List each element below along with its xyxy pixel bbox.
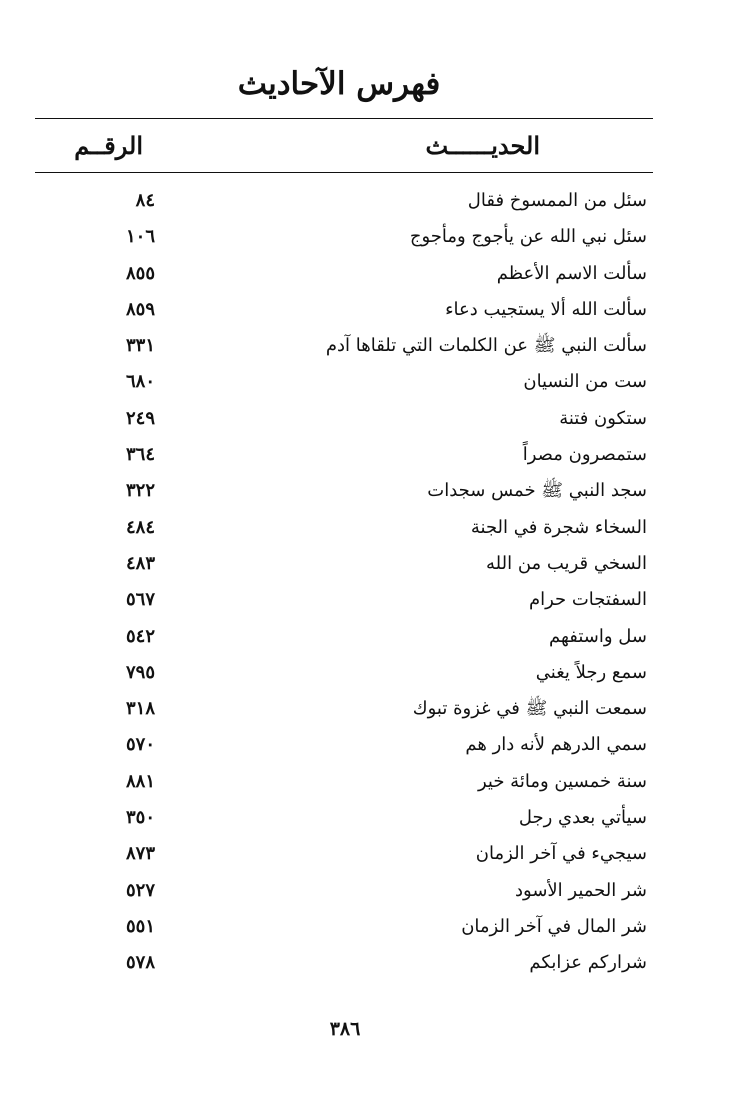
hadith-text: السخاء شجرة في الجنة [470, 516, 647, 538]
hadith-text: سمعت النبي ﷺ في غزوة تبوك [412, 698, 647, 720]
index-row [35, 727, 653, 763]
hadith-number: ٦٨٠ [125, 371, 155, 393]
hadith-number: ٨٥٩ [125, 298, 155, 320]
index-row [35, 473, 653, 509]
hadith-number: ٣٦٤ [125, 444, 155, 466]
hadith-text: شراركم عزابكم [529, 952, 647, 974]
hadith-number: ٥٧٠ [125, 734, 155, 756]
hadith-number: ٨٧٣ [125, 843, 155, 865]
hadith-text: السخي قريب من الله [486, 552, 647, 574]
index-row [35, 873, 653, 909]
index-row [35, 582, 653, 618]
index-row [35, 945, 653, 981]
index-row [35, 764, 653, 800]
index-row [35, 437, 653, 473]
hadith-number: ٤٨٣ [125, 552, 155, 574]
column-header-hadith: الحديــــــث [425, 131, 540, 160]
hadith-text: سمع رجلاً يغني [535, 661, 647, 683]
page-title: فهرس الآحاديث [237, 66, 441, 102]
index-row [35, 909, 653, 945]
hadith-text: سل واستفهم [548, 625, 647, 647]
index-row [35, 256, 653, 292]
hadith-number: ٢٤٩ [125, 407, 155, 429]
hadith-text: ست من النسيان [523, 371, 647, 393]
hadith-number: ٨٥٥ [125, 262, 155, 284]
index-row [35, 219, 653, 255]
index-row [35, 401, 653, 437]
hadith-number: ٣١٨ [125, 698, 155, 720]
hadith-number: ٥٢٧ [125, 879, 155, 901]
hadith-number: ٣٥٠ [125, 807, 155, 829]
hadith-text: سئل من الممسوخ فقال [467, 190, 647, 211]
hadith-text: ستمصرون مصراً [522, 444, 647, 466]
hadith-text: السفتجات حرام [528, 589, 647, 611]
hadith-number: ٨٨١ [125, 770, 155, 792]
hadith-index-list [35, 183, 653, 982]
index-row [35, 364, 653, 400]
hadith-text: سمي الدرهم لأنه دار هم [465, 734, 647, 756]
hadith-number: ٥٥١ [125, 915, 155, 937]
index-row [35, 800, 653, 836]
header-bottom-rule [35, 172, 653, 173]
hadith-text: سيأتي بعدي رجل [518, 807, 647, 829]
header-top-rule [35, 118, 653, 119]
hadith-text: سألت الاسم الأعظم [496, 262, 647, 284]
index-row [35, 510, 653, 546]
index-row [35, 292, 653, 328]
hadith-number: ٤٨٤ [125, 516, 155, 538]
hadith-number: ٨٤ [135, 190, 155, 211]
hadith-number: ٣٢٢ [125, 480, 155, 502]
hadith-text: سنة خمسين ومائة خير [477, 770, 647, 792]
index-row [35, 619, 653, 655]
hadith-number: ٥٧٨ [125, 952, 155, 974]
hadith-number: ١٠٦ [125, 226, 155, 248]
index-row [35, 836, 653, 872]
hadith-number: ٧٩٥ [125, 661, 155, 683]
index-row [35, 328, 653, 364]
page-number: ٣٨٦ [329, 1018, 361, 1040]
hadith-text: ستكون فتنة [559, 407, 647, 429]
index-row [35, 655, 653, 691]
index-row [35, 183, 653, 219]
hadith-text: شر الحمير الأسود [515, 879, 647, 901]
hadith-text: سألت الله ألا يستجيب دعاء [445, 298, 647, 320]
hadith-number: ٥٦٧ [125, 589, 155, 611]
column-header-number: الرقــم [74, 131, 143, 160]
hadith-text: شر المال في آخر الزمان [461, 915, 647, 937]
hadith-text: سألت النبي ﷺ عن الكلمات التي تلقاها آدم [325, 335, 647, 357]
hadith-number: ٣٣١ [125, 335, 155, 357]
hadith-text: سجد النبي ﷺ خمس سجدات [427, 480, 647, 502]
hadith-text: سئل نبي الله عن يأجوج ومأجوج [409, 226, 647, 248]
hadith-text: سيجيء في آخر الزمان [475, 843, 647, 865]
index-row [35, 546, 653, 582]
index-row [35, 691, 653, 727]
hadith-number: ٥٤٢ [125, 625, 155, 647]
